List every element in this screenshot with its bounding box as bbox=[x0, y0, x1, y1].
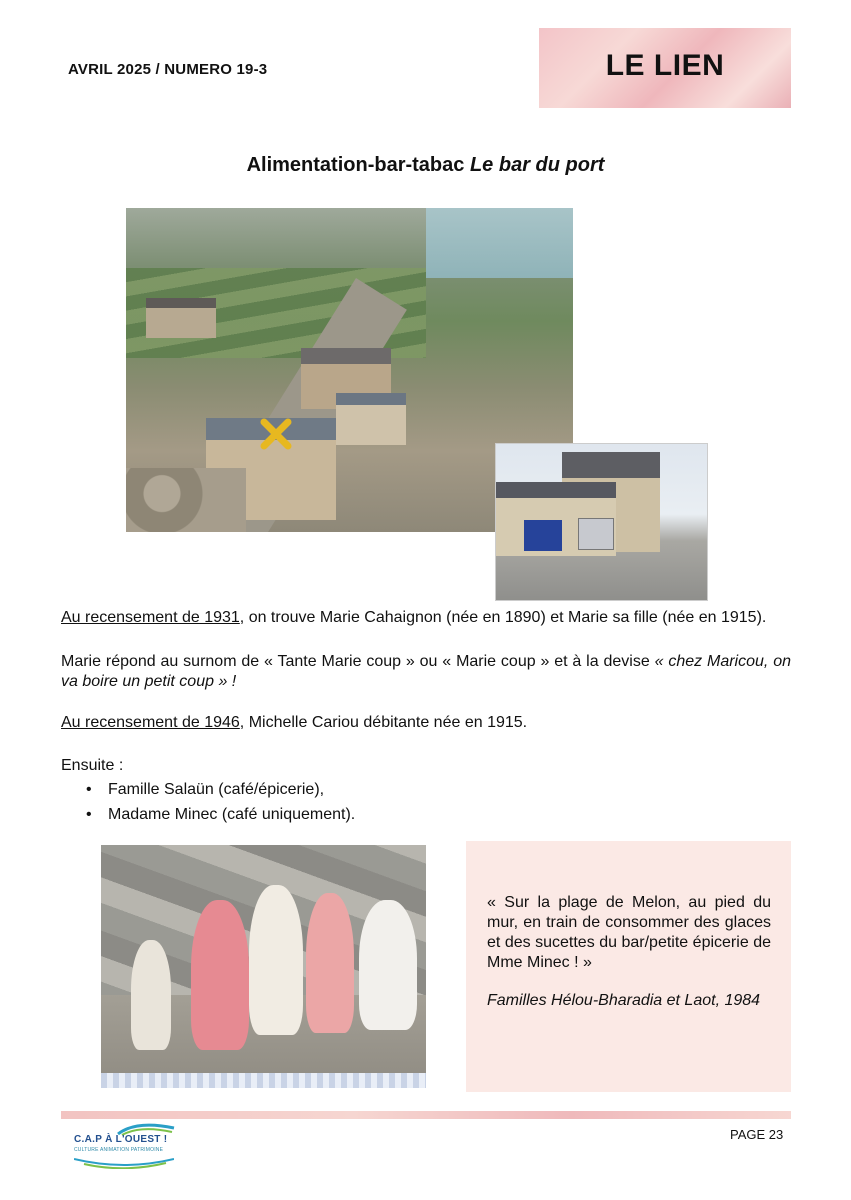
list-item: • Madame Minec (café uniquement). bbox=[86, 802, 486, 827]
article-title-italic: Le bar du port bbox=[469, 154, 605, 176]
beach-family-photo bbox=[101, 845, 426, 1088]
page-number: PAGE 23 bbox=[730, 1127, 784, 1142]
wave-underline-icon bbox=[74, 1155, 174, 1169]
newsletter-banner bbox=[539, 28, 791, 108]
owners-list bbox=[86, 777, 486, 827]
footer-divider bbox=[61, 1111, 791, 1119]
census-1931-label: Au recensement de 1931 bbox=[61, 609, 240, 626]
article-title bbox=[0, 154, 851, 177]
article-title-plain: Alimentation-bar-tabac bbox=[246, 154, 470, 176]
paragraph-nickname: Marie répond au surnom de « Tante Marie coup » ou « Marie coup » et à la devise « chez Maricou, on va boire un petit coup » ! bbox=[61, 653, 791, 690]
census-1946-label: Au recensement de 1946 bbox=[61, 714, 240, 731]
issue-label: AVRIL 2025 / NUMERO 19-3 bbox=[68, 61, 268, 78]
location-cross-icon bbox=[260, 418, 292, 450]
cap-a-louest-logo: C.A.P À L'OUEST ! CULTURE ANIMATION PATRIMOINE bbox=[70, 1122, 180, 1172]
motto: « chez Maricou, on va boire un petit coup » ! bbox=[61, 653, 791, 690]
newsletter-title: LE LIEN bbox=[605, 49, 725, 82]
list-item: • Famille Salaün (café/épicerie), bbox=[86, 777, 486, 802]
photo-credit: Familles Hélou-Bharadia et Laot, 1984 bbox=[487, 992, 761, 1009]
paragraph-1946: Au recensement de 1946, Michelle Cariou débitante née en 1915. bbox=[61, 714, 528, 731]
paragraph-1931: Au recensement de 1931, on trouve Marie Cahaignon (née en 1890) et Marie sa fille (née en 1915). bbox=[61, 609, 767, 626]
then-label: Ensuite : bbox=[61, 757, 124, 774]
blue-garage-door bbox=[524, 520, 562, 551]
photo-caption-quote: « Sur la plage de Melon, au pied du mur, en train de consommer des glaces et des sucettes du bar/petite épicerie de Mme Minec ! » bbox=[487, 894, 771, 971]
quote-box bbox=[466, 841, 791, 1092]
building-today-photo bbox=[495, 443, 708, 601]
